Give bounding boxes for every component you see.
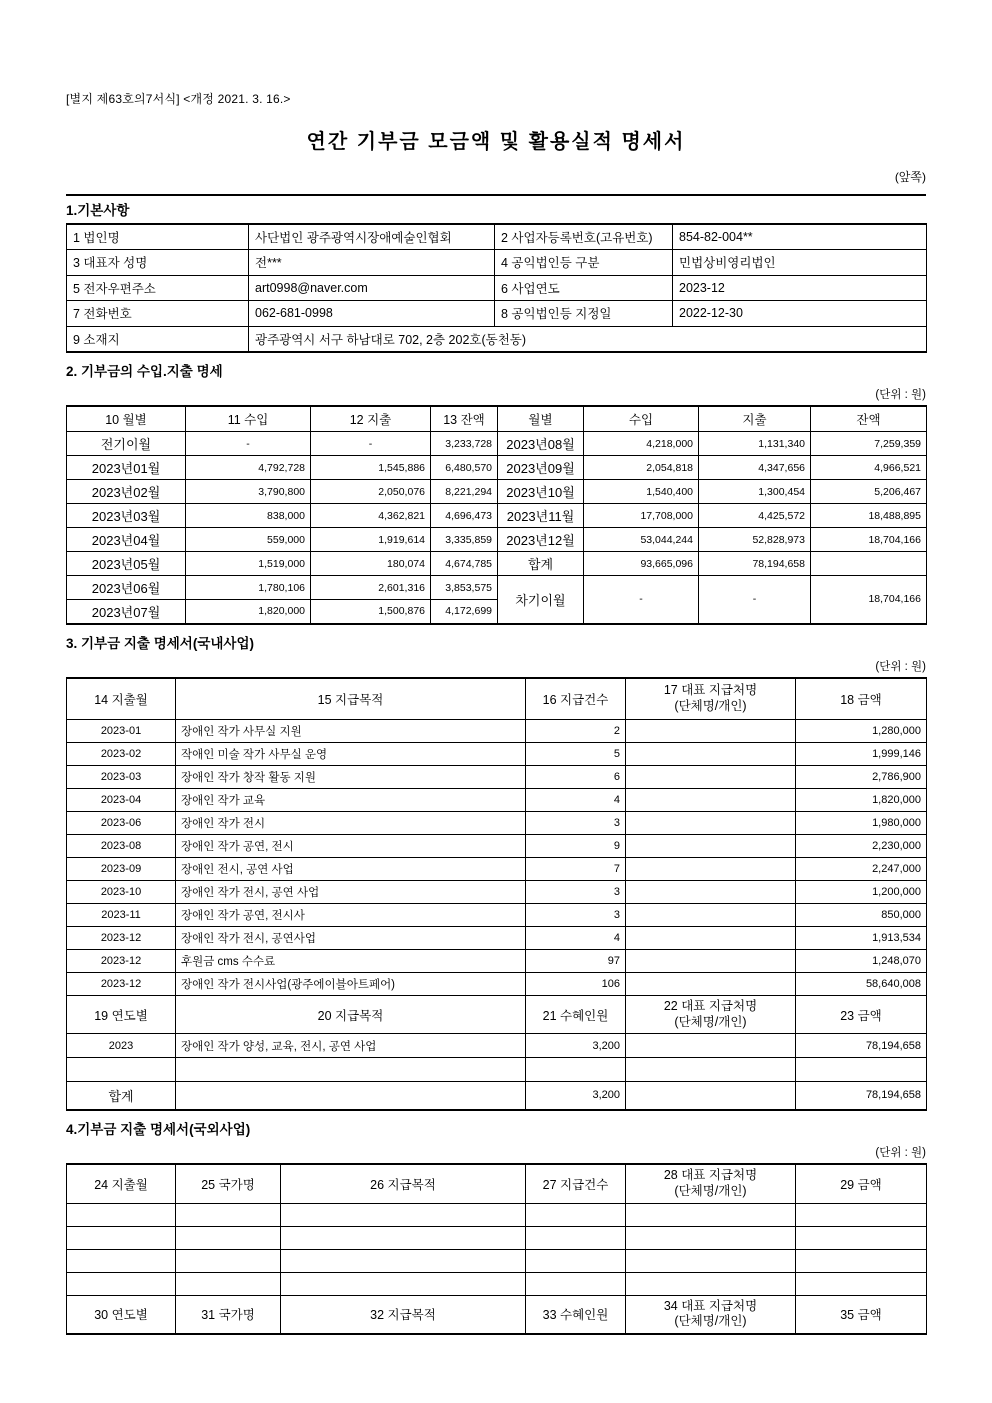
- empty-cell: [281, 1250, 526, 1273]
- empty-cell: [176, 1058, 526, 1082]
- balance-cell: 5,206,467: [811, 480, 927, 504]
- income-cell: 17,708,000: [584, 504, 699, 528]
- top-rule: [66, 194, 926, 196]
- monthly-total-row: [67, 552, 927, 576]
- form-number: [별지 제63호의7서식] <개정 2021. 3. 16.>: [66, 92, 291, 106]
- balance-cell: 4,696,473: [431, 504, 498, 528]
- header-expense-month: 14 지출월: [67, 678, 176, 720]
- empty-cell: [796, 1250, 927, 1273]
- month-cell: 전기이월: [67, 432, 186, 456]
- year-summary-row: [67, 1034, 927, 1058]
- expense-month-cell: 2023-11: [67, 904, 176, 927]
- month-cell: 2023년04월: [67, 528, 186, 552]
- field-label: 7 전화번호: [67, 301, 249, 327]
- empty-row: [67, 1273, 927, 1296]
- expense-month-cell: 2023-09: [67, 858, 176, 881]
- amount-cell: 2,786,900: [796, 766, 927, 789]
- header-purpose: 26 지급목적: [281, 1164, 526, 1204]
- empty-cell: [176, 1082, 526, 1110]
- expense-month-cell: 2023-12: [67, 973, 176, 996]
- field-value: 2022-12-30: [673, 301, 927, 327]
- amount-cell: 1,280,000: [796, 720, 927, 743]
- header-purpose: 15 지급목적: [176, 678, 526, 720]
- expense-row: [67, 789, 927, 812]
- header-beneficiaries: 33 수혜인원: [526, 1296, 626, 1334]
- header-expense: 지출: [699, 406, 811, 432]
- month-cell: 2023년05월: [67, 552, 186, 576]
- header-payment-count: 16 지급건수: [526, 678, 626, 720]
- field-value: 062-681-0998: [249, 301, 495, 327]
- income-cell: 2,054,818: [584, 456, 699, 480]
- purpose-cell: 장애인 작가 교육: [176, 789, 526, 812]
- section1-heading: 1.기본사항: [66, 203, 130, 218]
- expense-row: [67, 835, 927, 858]
- balance-cell: 3,853,575: [431, 576, 498, 600]
- amount-cell: 1,999,146: [796, 743, 927, 766]
- basic-info-row: [67, 301, 927, 327]
- page-title: 연간 기부금 모금액 및 활용실적 명세서: [306, 131, 686, 153]
- domestic-expense-table: [66, 677, 927, 1111]
- payee-cell: [626, 1034, 796, 1058]
- expense-cell: -: [311, 432, 431, 456]
- income-cell: -: [186, 432, 311, 456]
- section4-heading: 4.기부금 지출 명세서(국외사업): [66, 1121, 251, 1137]
- income-cell: 3,790,800: [186, 480, 311, 504]
- monthly-row: [67, 456, 927, 480]
- payee-cell: [626, 927, 796, 950]
- income-cell: 4,218,000: [584, 432, 699, 456]
- expense-cell: 1,131,340: [699, 432, 811, 456]
- header-payee-line1: 22 대표 지급처명: [663, 998, 758, 1013]
- purpose-cell: 장애인 작가 전시, 공연사업: [176, 927, 526, 950]
- expense-month-cell: 2023-06: [67, 812, 176, 835]
- income-cell: 559,000: [186, 528, 311, 552]
- empty-cell: [796, 1204, 927, 1227]
- empty-cell: [67, 1250, 176, 1273]
- balance-cell: 6,480,570: [431, 456, 498, 480]
- count-cell: 7: [526, 858, 626, 881]
- header-payee: [626, 1164, 796, 1204]
- income-cell: 1,780,106: [186, 576, 311, 600]
- balance-cell: 18,488,895: [811, 504, 927, 528]
- field-label: 1 법인명: [67, 224, 249, 250]
- payee-cell: [626, 789, 796, 812]
- expense-cell: -: [699, 576, 811, 624]
- basic-info-row: [67, 250, 927, 276]
- purpose-cell: 장애인 작가 양성, 교육, 전시, 공연 사업: [176, 1034, 526, 1058]
- beneficiaries-cell: 3,200: [526, 1082, 626, 1110]
- month-cell: 2023년12월: [498, 528, 584, 552]
- header-income: 11 수입: [186, 406, 311, 432]
- empty-row: [67, 1250, 927, 1273]
- amount-cell: 78,194,658: [796, 1082, 927, 1110]
- expense-cell: 1,919,614: [311, 528, 431, 552]
- header-country: 31 국가명: [176, 1296, 281, 1334]
- header-payee-line1: 28 대표 지급처명: [663, 1168, 758, 1183]
- header-amount: 23 금액: [796, 996, 927, 1034]
- count-cell: 2: [526, 720, 626, 743]
- amount-cell: 850,000: [796, 904, 927, 927]
- header-balance: 잔액: [811, 406, 927, 432]
- empty-cell: [281, 1273, 526, 1296]
- header-amount: 18 금액: [796, 678, 927, 720]
- expense-month-cell: 2023-12: [67, 927, 176, 950]
- header-payment-count: 27 지급건수: [526, 1164, 626, 1204]
- header-payee-line1: 34 대표 지급처명: [663, 1298, 758, 1313]
- total-label-cell: 합계: [498, 552, 584, 576]
- month-cell: 2023년02월: [67, 480, 186, 504]
- amount-cell: 1,820,000: [796, 789, 927, 812]
- purpose-cell: 후원금 cms 수수료: [176, 950, 526, 973]
- purpose-cell: 장애인 작가 사무실 지원: [176, 720, 526, 743]
- header-month: 10 월별: [67, 406, 186, 432]
- expense-row: [67, 881, 927, 904]
- payee-cell: [626, 812, 796, 835]
- payee-cell: [626, 743, 796, 766]
- balance-cell: 18,704,166: [811, 576, 927, 624]
- payee-cell: [626, 858, 796, 881]
- income-cell: 838,000: [186, 504, 311, 528]
- balance-cell: 18,704,166: [811, 528, 927, 552]
- purpose-cell: 장애인 작가 공연, 전시: [176, 835, 526, 858]
- balance-cell: 8,221,294: [431, 480, 498, 504]
- amount-cell: 1,248,070: [796, 950, 927, 973]
- field-label: 8 공익법인등 지정일: [495, 301, 673, 327]
- empty-row: [67, 1058, 927, 1082]
- empty-cell: [526, 1250, 626, 1273]
- empty-cell: [526, 1227, 626, 1250]
- amount-cell: 2,230,000: [796, 835, 927, 858]
- field-value: 전***: [249, 250, 495, 276]
- basic-info-table: [66, 223, 927, 353]
- beneficiaries-cell: 3,200: [526, 1034, 626, 1058]
- domestic-total-row: [67, 1082, 927, 1110]
- amount-cell: 78,194,658: [796, 1034, 927, 1058]
- expense-cell: 180,074: [311, 552, 431, 576]
- field-label: 5 전자우편주소: [67, 275, 249, 301]
- payee-cell: [626, 835, 796, 858]
- expense-row: [67, 858, 927, 881]
- header-payee-line2: (단체명/개인): [674, 1183, 747, 1198]
- count-cell: 3: [526, 812, 626, 835]
- expense-month-cell: 2023-10: [67, 881, 176, 904]
- header-payee-line2: (단체명/개인): [674, 1014, 747, 1029]
- balance-cell: 4,966,521: [811, 456, 927, 480]
- payee-cell: [626, 881, 796, 904]
- header-payee-line1: 17 대표 지급처명: [663, 683, 758, 698]
- field-value: 광주광역시 서구 하남대로 702, 2층 202호(동천동): [249, 326, 927, 352]
- header-year: 30 연도별: [67, 1296, 176, 1334]
- amount-cell: 58,640,008: [796, 973, 927, 996]
- balance-cell: 4,172,699: [431, 600, 498, 624]
- header-payee: [626, 1296, 796, 1334]
- empty-cell: [526, 1273, 626, 1296]
- balance-cell: [811, 552, 927, 576]
- expense-cell: 1,545,886: [311, 456, 431, 480]
- empty-cell: [176, 1273, 281, 1296]
- header-expense: 12 지출: [311, 406, 431, 432]
- empty-cell: [281, 1227, 526, 1250]
- monthly-carry-row: [67, 576, 927, 600]
- payee-cell: [626, 904, 796, 927]
- expense-cell: 2,050,076: [311, 480, 431, 504]
- expense-cell: 2,601,316: [311, 576, 431, 600]
- basic-info-row: [67, 275, 927, 301]
- basic-info-row: [67, 224, 927, 250]
- count-cell: 3: [526, 881, 626, 904]
- income-cell: 1,519,000: [186, 552, 311, 576]
- empty-cell: [626, 1273, 796, 1296]
- purpose-cell: 장애인 작가 창작 활동 지원: [176, 766, 526, 789]
- count-cell: 5: [526, 743, 626, 766]
- empty-cell: [67, 1058, 176, 1082]
- section3-heading: 3. 기부금 지출 명세서(국내사업): [66, 635, 254, 651]
- expense-month-cell: 2023-01: [67, 720, 176, 743]
- expense-month-cell: 2023-08: [67, 835, 176, 858]
- empty-cell: [176, 1204, 281, 1227]
- empty-cell: [281, 1204, 526, 1227]
- field-label: 9 소재지: [67, 326, 249, 352]
- domestic-year-header-row: [67, 996, 927, 1034]
- amount-cell: 1,200,000: [796, 881, 927, 904]
- purpose-cell: 작애인 미술 작가 사무실 운영: [176, 743, 526, 766]
- field-value: art0998@naver.com: [249, 275, 495, 301]
- overseas-header-row: [67, 1164, 927, 1204]
- expense-row: [67, 812, 927, 835]
- field-value: 사단법인 광주광역시장애예술인협회: [249, 224, 495, 250]
- donation-statement-page: [66, 0, 926, 1335]
- balance-cell: 3,335,859: [431, 528, 498, 552]
- empty-cell: [67, 1273, 176, 1296]
- empty-row: [67, 1227, 927, 1250]
- month-cell: 2023년01월: [67, 456, 186, 480]
- expense-row: [67, 743, 927, 766]
- year-cell: 2023: [67, 1034, 176, 1058]
- monthly-income-expense-table: [66, 405, 927, 625]
- purpose-cell: 장애인 작가 공연, 전시사: [176, 904, 526, 927]
- expense-month-cell: 2023-03: [67, 766, 176, 789]
- expense-row: [67, 927, 927, 950]
- header-expense-month: 24 지출월: [67, 1164, 176, 1204]
- empty-cell: [796, 1227, 927, 1250]
- unit-label: (단위 : 원): [875, 388, 926, 401]
- empty-row: [67, 1204, 927, 1227]
- domestic-header-row: [67, 678, 927, 720]
- purpose-cell: 장애인 작가 전시, 공연 사업: [176, 881, 526, 904]
- header-beneficiaries: 21 수혜인원: [526, 996, 626, 1034]
- header-payee-line2: (단체명/개인): [674, 1314, 747, 1329]
- count-cell: 6: [526, 766, 626, 789]
- payee-cell: [626, 973, 796, 996]
- count-cell: 97: [526, 950, 626, 973]
- empty-cell: [626, 1250, 796, 1273]
- monthly-row: [67, 504, 927, 528]
- expense-row: [67, 973, 927, 996]
- field-label: 6 사업연도: [495, 275, 673, 301]
- empty-cell: [67, 1227, 176, 1250]
- count-cell: 4: [526, 927, 626, 950]
- header-year: 19 연도별: [67, 996, 176, 1034]
- expense-cell: 1,500,876: [311, 600, 431, 624]
- income-cell: -: [584, 576, 699, 624]
- field-label: 2 사업자등록번호(고유번호): [495, 224, 673, 250]
- front-side-label: (앞쪽): [894, 170, 926, 184]
- unit-label: (단위 : 원): [875, 660, 926, 673]
- purpose-cell: 장애인 작가 전시: [176, 812, 526, 835]
- empty-cell: [526, 1058, 626, 1082]
- expense-cell: 4,425,572: [699, 504, 811, 528]
- expense-row: [67, 904, 927, 927]
- header-month: 월별: [498, 406, 584, 432]
- total-label-cell: 합계: [67, 1082, 176, 1110]
- header-purpose: 20 지급목적: [176, 996, 526, 1034]
- empty-cell: [626, 1227, 796, 1250]
- empty-cell: [626, 1082, 796, 1110]
- count-cell: 106: [526, 973, 626, 996]
- count-cell: 9: [526, 835, 626, 858]
- expense-month-cell: 2023-02: [67, 743, 176, 766]
- expense-row: [67, 720, 927, 743]
- header-country: 25 국가명: [176, 1164, 281, 1204]
- field-label: 3 대표자 성명: [67, 250, 249, 276]
- count-cell: 3: [526, 904, 626, 927]
- field-value: 민법상비영리법인: [673, 250, 927, 276]
- overseas-year-header-row: [67, 1296, 927, 1334]
- expense-cell: 78,194,658: [699, 552, 811, 576]
- month-cell: 2023년06월: [67, 576, 186, 600]
- header-amount: 29 금액: [796, 1164, 927, 1204]
- income-cell: 1,820,000: [186, 600, 311, 624]
- expense-cell: 4,362,821: [311, 504, 431, 528]
- field-value: 854-82-004**: [673, 224, 927, 250]
- balance-cell: 7,259,359: [811, 432, 927, 456]
- expense-cell: 52,828,973: [699, 528, 811, 552]
- expense-month-cell: 2023-04: [67, 789, 176, 812]
- empty-cell: [796, 1058, 927, 1082]
- field-label: 4 공익법인등 구분: [495, 250, 673, 276]
- empty-cell: [67, 1204, 176, 1227]
- payee-cell: [626, 950, 796, 973]
- amount-cell: 2,247,000: [796, 858, 927, 881]
- header-amount: 35 금액: [796, 1296, 927, 1334]
- month-cell: 2023년09월: [498, 456, 584, 480]
- expense-month-cell: 2023-12: [67, 950, 176, 973]
- month-cell: 2023년11월: [498, 504, 584, 528]
- empty-cell: [526, 1204, 626, 1227]
- expense-row: [67, 766, 927, 789]
- expense-cell: 4,347,656: [699, 456, 811, 480]
- income-cell: 4,792,728: [186, 456, 311, 480]
- income-cell: 1,540,400: [584, 480, 699, 504]
- empty-cell: [626, 1204, 796, 1227]
- payee-cell: [626, 720, 796, 743]
- empty-cell: [796, 1273, 927, 1296]
- count-cell: 4: [526, 789, 626, 812]
- purpose-cell: 장애인 작가 전시사업(광주에이블아트페어): [176, 973, 526, 996]
- basic-info-row: [67, 326, 927, 352]
- amount-cell: 1,980,000: [796, 812, 927, 835]
- monthly-row: [67, 480, 927, 504]
- header-payee: [626, 996, 796, 1034]
- header-balance: 13 잔액: [431, 406, 498, 432]
- expense-cell: 1,300,454: [699, 480, 811, 504]
- monthly-row: [67, 528, 927, 552]
- monthly-row: [67, 432, 927, 456]
- section2-heading: 2. 기부금의 수입.지출 명세: [66, 363, 223, 379]
- header-income: 수입: [584, 406, 699, 432]
- income-cell: 53,044,244: [584, 528, 699, 552]
- overseas-expense-table: [66, 1163, 927, 1335]
- header-payee: [626, 678, 796, 720]
- carryover-label-cell: 차기이월: [498, 576, 584, 624]
- balance-cell: 4,674,785: [431, 552, 498, 576]
- amount-cell: 1,913,534: [796, 927, 927, 950]
- header-payee-line2: (단체명/개인): [674, 698, 747, 713]
- empty-cell: [176, 1250, 281, 1273]
- purpose-cell: 장애인 전시, 공연 사업: [176, 858, 526, 881]
- header-purpose: 32 지급목적: [281, 1296, 526, 1334]
- month-cell: 2023년08월: [498, 432, 584, 456]
- field-value: 2023-12: [673, 275, 927, 301]
- empty-cell: [176, 1227, 281, 1250]
- payee-cell: [626, 766, 796, 789]
- income-cell: 93,665,096: [584, 552, 699, 576]
- unit-label: (단위 : 원): [875, 1146, 926, 1159]
- balance-cell: 3,233,728: [431, 432, 498, 456]
- month-cell: 2023년10월: [498, 480, 584, 504]
- expense-row: [67, 950, 927, 973]
- month-cell: 2023년07월: [67, 600, 186, 624]
- monthly-header-row: [67, 406, 927, 432]
- month-cell: 2023년03월: [67, 504, 186, 528]
- empty-cell: [626, 1058, 796, 1082]
